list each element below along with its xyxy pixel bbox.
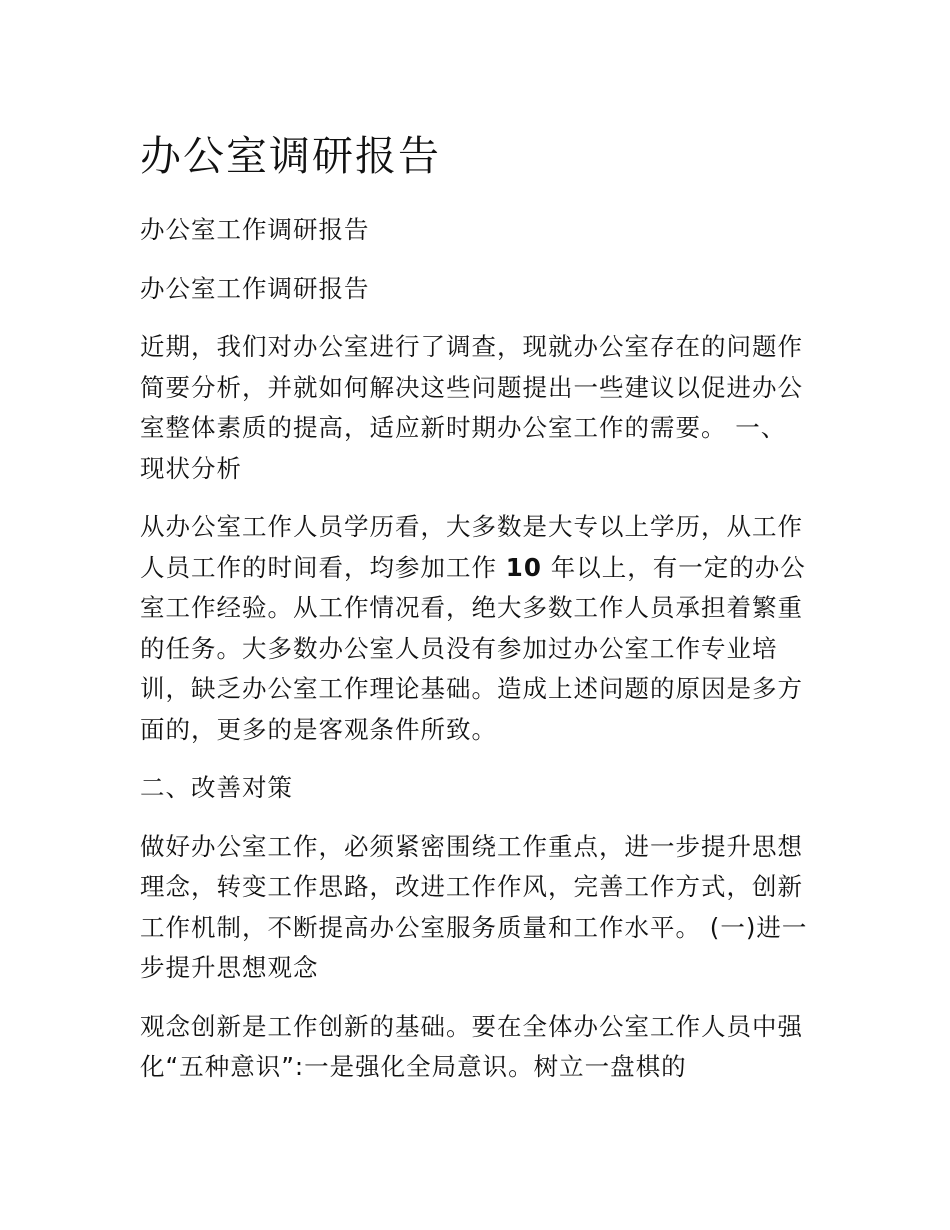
document-title: 办公室调研报告 <box>140 132 441 180</box>
paragraph-measures: 做好办公室工作，必须紧密围绕工作重点，进一步提升思想理念，转变工作思路，改进工作作风，完善工作方式，创新工作机制，不断提高办公室服务质量和工作水平。 (一)进一步提升思想观念 <box>140 831 808 982</box>
years-number: 10 <box>505 552 542 582</box>
paragraph-intro: 近期，我们对办公室进行了调查，现就办公室存在的问题作简要分析，并就如何解决这些问题提出一些建议以促进办公室整体素质的提高，适应新时期办公室工作的需要。 一、 现状分析 <box>140 332 803 483</box>
paragraph-status-text-b: 年以上，有一定的办公室工作经验。从工作情况看，绝大多数工作人员承担着繁重的任务。大多数办公室人员没有参加过办公室工作专业培训，缺乏办公室工作理论基础。造成上述问题的原因是多方面的，更多的是客观条件所致。 <box>140 552 806 744</box>
paragraph-status <box>140 507 810 750</box>
paragraph-status-text-a: 从办公室工作人员学历看，大多数是大专以上学历，从工作人员工作的时间看，均参加工作 <box>140 512 803 582</box>
document-content <box>140 128 810 1106</box>
section-heading-measures: 二、改善对策 <box>140 773 293 802</box>
subtitle-line-1: 办公室工作调研报告 <box>140 215 370 244</box>
paragraph-concepts: 观念创新是工作创新的基础。要在全体办公室工作人员中强化“五种意识”:一是强化全局意识。树立一盘棋的 <box>140 1011 803 1081</box>
subtitle-line-2: 办公室工作调研报告 <box>140 273 370 303</box>
